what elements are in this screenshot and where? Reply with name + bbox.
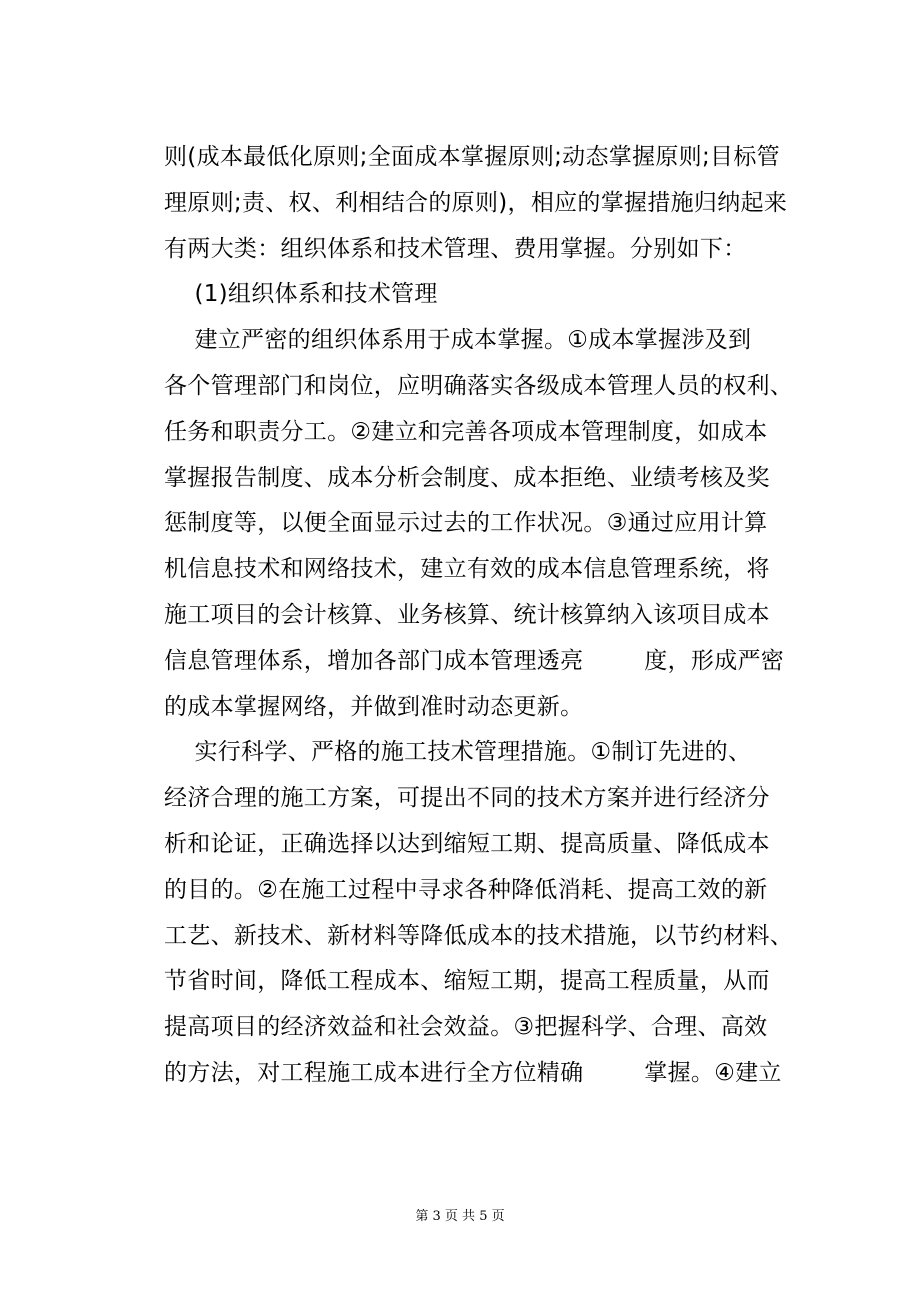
text-line: 节省时间，降低工程成本、缩短工期，提高工程质量，从而 [164,968,770,995]
text-line: 施工项目的会计核算、业务核算、统计核算纳入该项目成本 [164,601,770,628]
text-line: 则(成本最低化原则;全面成本掌握原则;动态掌握原则;目标管 [164,144,780,170]
body-text [164,135,794,1097]
text-line: 的成本掌握网络，并做到准时动态更新。 [164,693,584,720]
text-line: 的方法，对工程施工成本进行全方位精确 掌握。④建立 [164,1059,782,1086]
text-line: 掌握报告制度、成本分析会制度、成本拒绝、业绩考核及奖 [164,464,770,491]
text-line: 析和论证，正确选择以达到缩短工期、提高质量、降低成本 [164,830,770,857]
text-line: 实行科学、严格的施工技术管理措施。①制订先进的、 [164,739,752,766]
text-line: 经济合理的施工方案，可提出不同的技术方案并进行经济分 [164,785,770,812]
text-line: 机信息技术和网络技术，建立有效的成本信息管理系统，将 [164,556,770,583]
text-line: 信息管理体系，增加各部门成本管理透亮 度，形成严密 [164,647,785,674]
text-line: 工艺、新技术、新材料等降低成本的技术措施，以节约材料、 [164,922,794,949]
text-line: 提高项目的经济效益和社会效益。③把握科学、合理、高效 [164,1014,768,1041]
text-line: 有两大类：组织体系和技术管理、费用掌握。分别如下： [164,235,747,262]
section-heading: (1)组织体系和技术管理 [164,281,438,308]
text-line: 惩制度等，以便全面显示过去的工作状况。③通过应用计算 [164,510,768,537]
page-number: 第 3 页 共 5 页 [415,1209,505,1224]
text-line: 各个管理部门和岗位，应明确落实各级成本管理人员的权利、 [164,372,794,399]
text-line: 建立严密的组织体系用于成本掌握。①成本掌握涉及到 [164,327,752,354]
text-line: 理原则;责、权、利相结合的原则)，相应的掌握措施归纳起来 [164,189,788,216]
text-line: 的目的。②在施工过程中寻求各种降低消耗、提高工效的新 [164,876,768,903]
text-line: 任务和职责分工。②建立和完善各项成本管理制度，如成本 [164,418,768,445]
page-footer [0,1205,920,1224]
